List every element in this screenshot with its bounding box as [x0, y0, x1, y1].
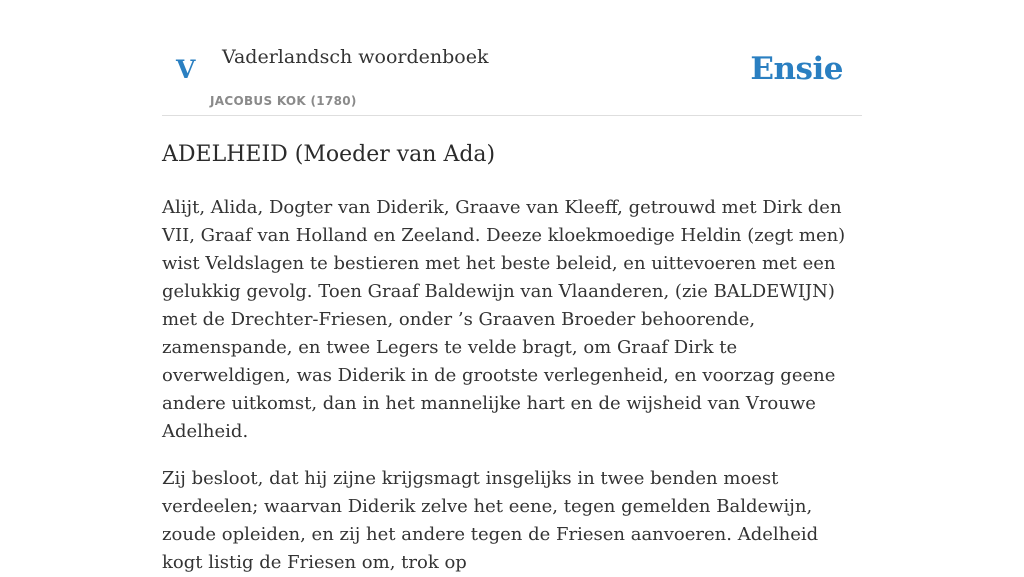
book-title-link[interactable]: Vaderlandsch woordenboek — [222, 46, 489, 68]
ensie-logo-link[interactable]: Ensie — [750, 51, 843, 87]
entry-body — [162, 194, 862, 577]
page — [162, 0, 862, 577]
entry-title: ADELHEID (Moeder van Ada) — [162, 142, 496, 167]
entry-paragraph: Zij besloot, dat hij zijne krijgsmagt insgelijks in twee benden moest verdeelen; waarvan Diderik zelve het eene, tegen gemelden Baldewijn, zoude opleiden, en zij het andere tegen de Friesen aanvoeren. Adelheid kogt listig de Friesen om, trok op — [162, 468, 819, 573]
book-author: JACOBUS KOK (1780) — [210, 94, 357, 108]
book-logo-icon[interactable]: V — [176, 55, 196, 84]
entry-paragraph: Alijt, Alida, Dogter van Diderik, Graave van Kleeff, getrouwd met Dirk den VII, Graaf van Holland en Zeeland. Deeze kloekmoedige Heldin (zegt men) wist Veldslagen te bestieren met het beste beleid, en uittevoeren met een gelukkig gevolg. Toen Graaf Baldewijn van Vlaanderen, (zie BALDEWIJN) met de Drechter-Friesen, onder ’s Graaven Broeder behoorende, zamenspande, en twee Legers te velde bragt, om Graaf Dirk te overweldigen, was Diderik in de grootste verlegenheid, en voorzag geene andere uitkomst, dan in het mannelijke hart en de wijsheid van Vrouwe Adelheid. — [162, 197, 846, 442]
header — [162, 0, 862, 116]
